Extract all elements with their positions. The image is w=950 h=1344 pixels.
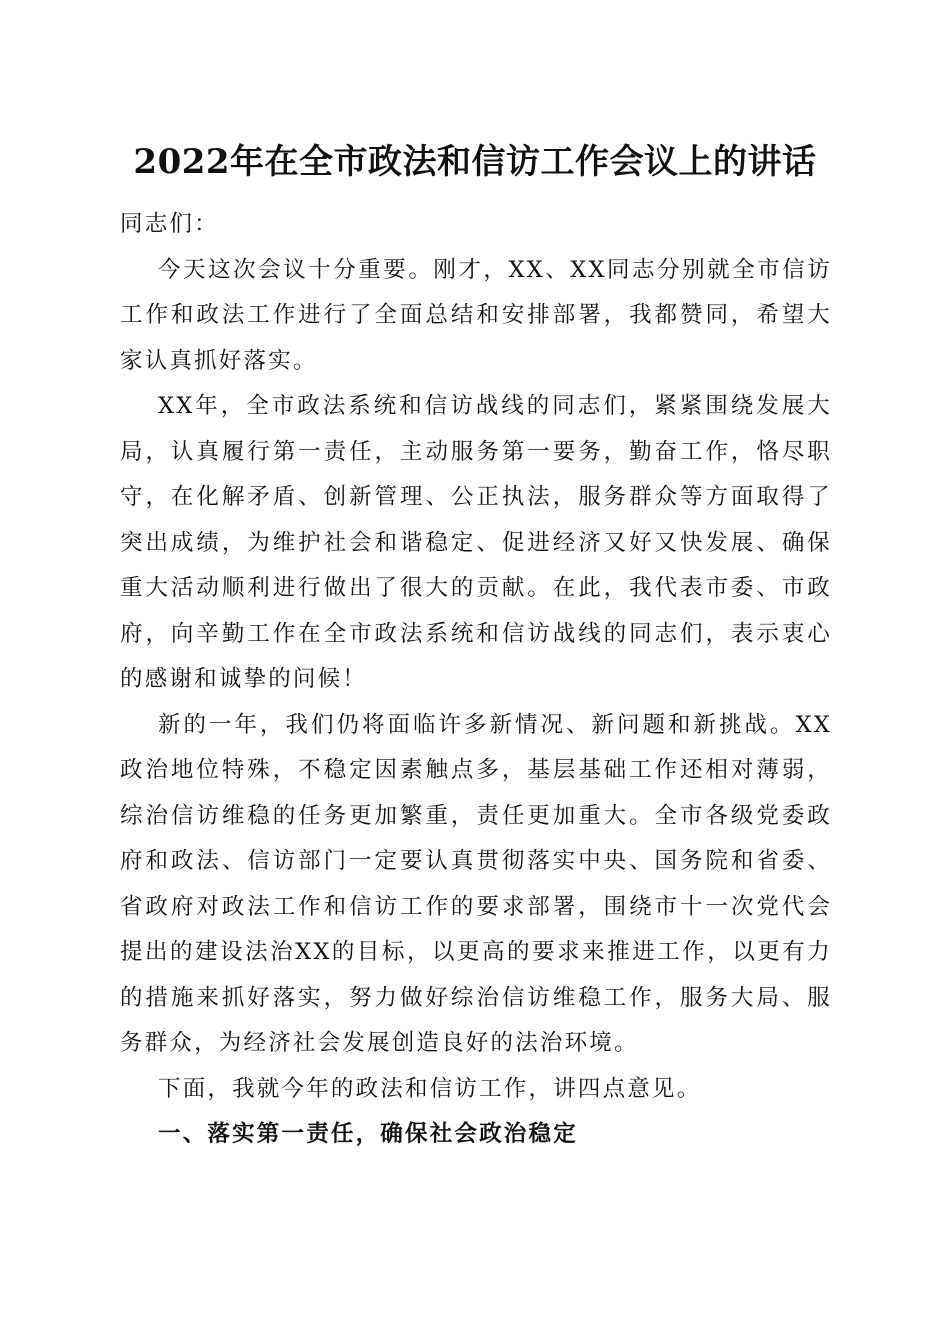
document-title: 2022年在全市政法和信访工作会议上的讲话 [133,142,817,182]
paragraph-achievements: XX年，全市政法系统和信访战线的同志们，紧紧围绕发展大局，认真履行第一责任，主动服务第一要务，勤奋工作，恪尽职守，在化解矛盾、创新管理、公正执法，服务群众等方面取得了突出成绩，为维护社会和谐稳定、促进经济又好又快发展、确保重大活动顺利进行做出了很大的贡献。在此，我代表市委、市政府，向辛勤工作在全市政法系统和信访战线的同志们，表示衷心的感谢和诚挚的问候！ [120,393,832,692]
section-heading: 一、落实第一责任，确保社会政治稳定 [158,1121,578,1147]
paragraph-challenges: 新的一年，我们仍将面临许多新情况、新问题和新挑战。XX政治地位特殊，不稳定因素触点多，基层基础工作还相对薄弱，综治信访维稳的任务更加繁重，责任更加重大。全市各级党委政府和政法、信访部门一定要认真贯彻落实中央、国务院和省委、省政府对政法工作和信访工作的要求部署，围绕市十一次党代会提出的建设法治XX的目标，以更高的要求来推进工作，以更有力的措施来抓好落实，努力做好综治信访维稳工作，服务大局、服务群众，为经济社会发展创造良好的法治环境。 [120,711,832,1056]
document-body [120,202,832,1158]
paragraph-opening: 今天这次会议十分重要。刚才，XX、XX同志分别就全市信访工作和政法工作进行了全面总结和安排部署，我都赞同，希望大家认真抓好落实。 [120,256,832,374]
paragraph-outline: 下面，我就今年的政法和信访工作，讲四点意见。 [158,1075,702,1102]
salutation: 同志们： [120,211,219,237]
